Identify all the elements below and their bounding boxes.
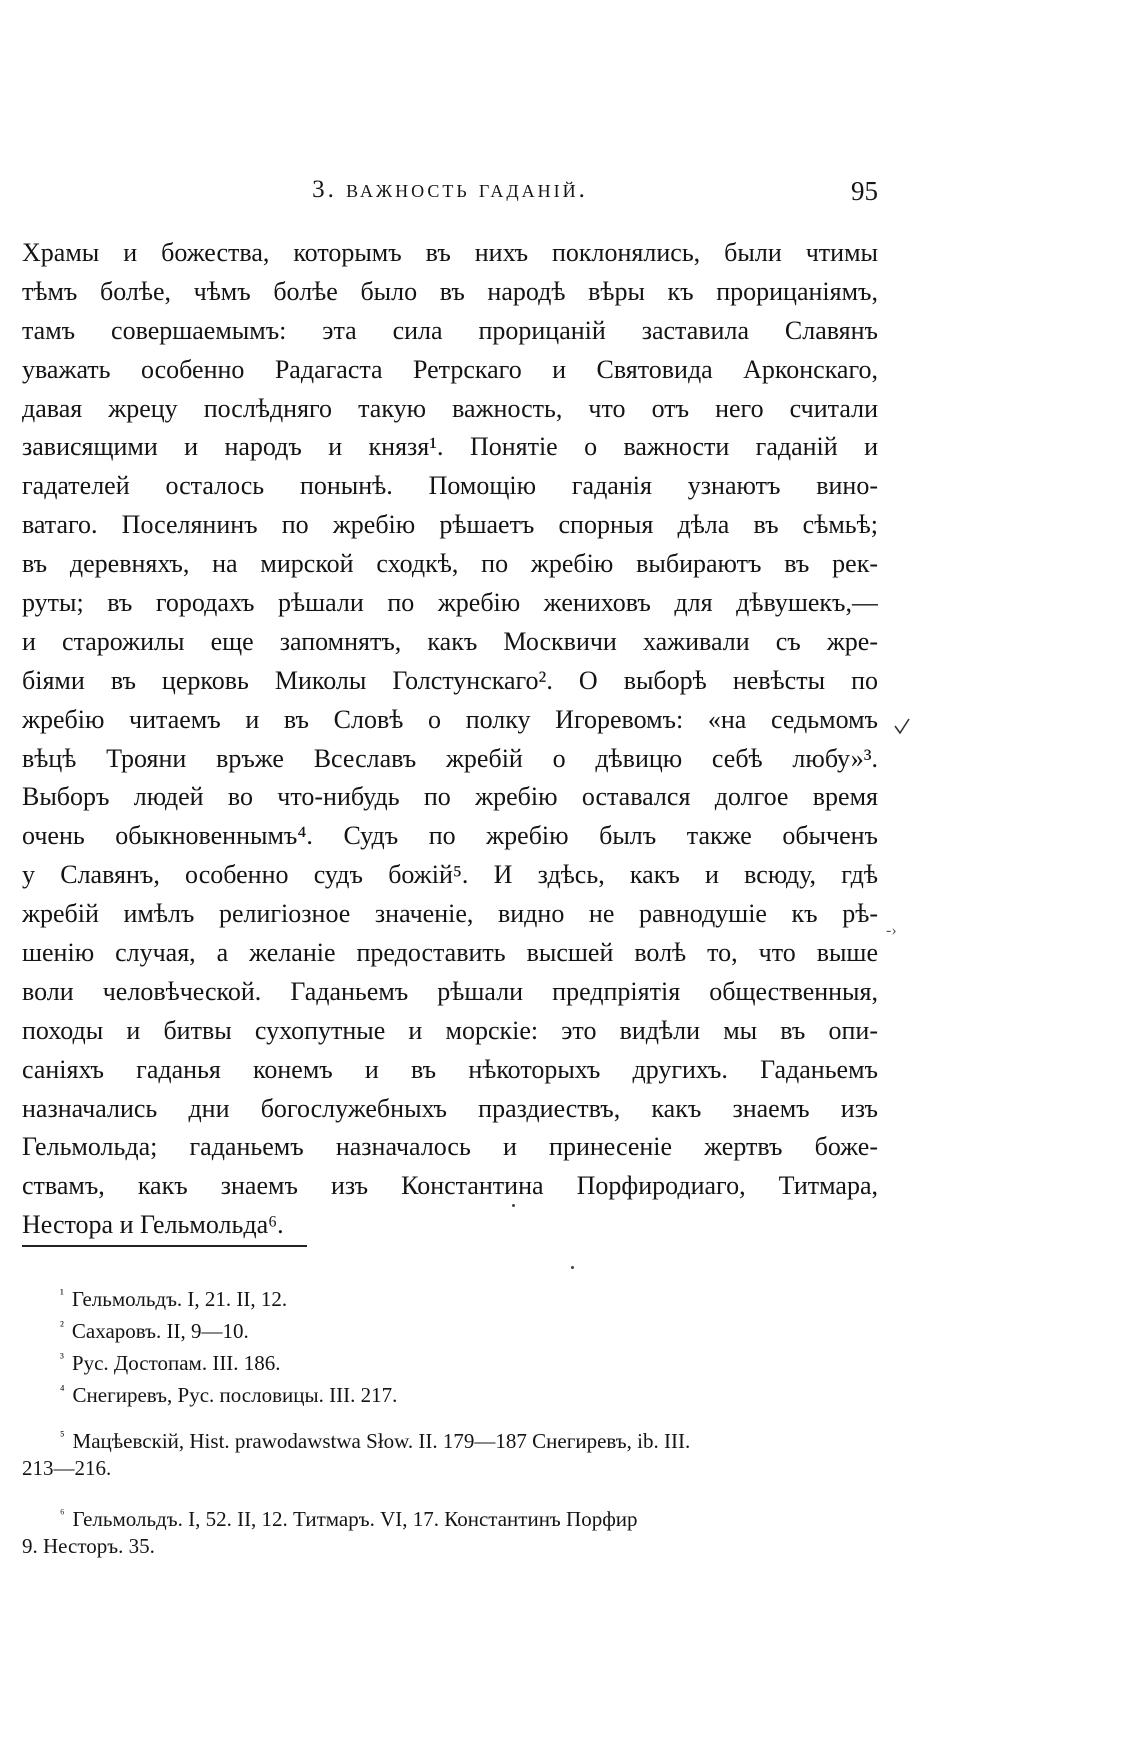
text-line: жребію читаемъ и въ Словѣ о полку Игоревомъ: «на седьмомъ xyxy=(22,704,878,734)
text-line: Гельмольда; гаданьемъ назначалось и принесеніе жертвъ боже- xyxy=(22,1132,878,1162)
text-line: воли человѣческой. Гаданьемъ рѣшали предпріятія общественныя, xyxy=(22,976,878,1006)
footnote xyxy=(22,1498,882,1530)
text-line: біями въ церковь Миколы Голстунскаго². О выборѣ невѣсты по xyxy=(22,665,878,695)
text-line: Выборъ людей во что-нибудь по жребію оставался долгое время xyxy=(22,782,878,812)
text-line: давая жрецу послѣдняго такую важность, что отъ него считали xyxy=(22,393,878,423)
footnote-number: ² xyxy=(60,1318,64,1333)
text-line: назначались дни богослужебныхъ праздиествъ, какъ знаемъ изъ xyxy=(22,1093,878,1123)
page-number: 95 xyxy=(851,176,878,206)
footnotes xyxy=(22,1278,882,1562)
footnote-text: Гельмольдъ. I, 52. II, 12. Титмаръ. VI, 17. Константинъ Порфир xyxy=(72,1507,638,1531)
text-line: походы и битвы сухопутные и морскіе: это видѣли мы въ опи- xyxy=(22,1015,878,1045)
footnote-number: ⁵ xyxy=(60,1428,65,1443)
chapter-title: 3. важность гаданій. xyxy=(312,176,588,203)
footnote-number: ³ xyxy=(60,1350,64,1365)
text-line: руты; въ городахъ рѣшали по жребію жениховъ для дѣвушекъ,— xyxy=(22,588,878,618)
text-line: у Славянъ, особенно судъ божій⁵. И здѣсь, какъ и всюду, гдѣ xyxy=(22,860,878,890)
footnote-rule xyxy=(22,1245,307,1247)
text-line: въ деревняхъ, на мирской сходкѣ, по жребію выбираютъ въ рек- xyxy=(22,549,878,579)
footnote-text: Мацѣевскій, Hist. prawodawstwa Słow. II. 179—187 Снегиревъ, ib. III. xyxy=(72,1429,691,1453)
text-line: очень обыкновеннымъ⁴. Судъ по жребію былъ также обыченъ xyxy=(22,821,878,851)
text-line: тамъ совершаемымъ: эта сила прорицаній заставила Славянъ xyxy=(22,315,878,345)
footnote-text: Гельмольдъ. I, 21. II, 12. xyxy=(71,1287,288,1311)
text-line: жребій имѣлъ религіозное значеніе, видно не равнодушіе къ рѣ- xyxy=(22,899,878,929)
text-line: зависящими и народъ и князя¹. Понятіе о важности гаданій и xyxy=(22,432,878,462)
margin-check-mark xyxy=(893,716,911,738)
footnote xyxy=(22,1342,882,1374)
text-line: Нестора и Гельмольда⁶. xyxy=(22,1210,284,1240)
footnote xyxy=(22,1374,882,1406)
text-line: тѣмъ болѣе, чѣмъ болѣе было въ народѣ вѣры къ прорицаніямъ, xyxy=(22,276,878,306)
text-line: Храмы и божества, которымъ въ нихъ поклонялись, были чтимы xyxy=(22,238,878,267)
footnote-number: ⁶ xyxy=(60,1506,65,1521)
text-line: саніяхъ гаданья конемъ и въ нѣкоторыхъ другихъ. Гаданьемъ xyxy=(22,1054,878,1084)
stray-ink-dot xyxy=(571,1266,574,1269)
footnote-continuation: 213—216. xyxy=(22,1456,112,1480)
footnote xyxy=(22,1310,882,1342)
footnote xyxy=(22,1278,882,1310)
margin-arrow-mark: -› xyxy=(886,922,897,939)
stray-ink-dot xyxy=(512,1204,515,1207)
text-line: ствамъ, какъ знаемъ изъ Константина Порфиродиаго, Титмара, xyxy=(22,1171,878,1201)
footnote-continuation: 9. Несторъ. 35. xyxy=(22,1534,155,1558)
body-text xyxy=(22,234,878,1245)
footnote xyxy=(22,1420,882,1452)
text-line: вѣцѣ Трояни връже Всеславъ жребій о дѣвицю себѣ любу»³. xyxy=(22,743,878,773)
footnote-number: ⁴ xyxy=(60,1382,65,1397)
footnote-number: ¹ xyxy=(60,1286,64,1301)
running-head xyxy=(22,176,878,216)
footnote-text: Снегиревъ, Рус. пословицы. III. 217. xyxy=(72,1383,398,1407)
text-line: ватаго. Поселянинъ по жребію рѣшаетъ спорныя дѣла въ сѣмьѣ; xyxy=(22,510,878,540)
footnote-text: Рус. Достопам. III. 186. xyxy=(71,1351,281,1375)
text-line: шенію случая, а желаніе предоставить высшей волѣ то, что выше xyxy=(22,938,878,968)
text-line: и старожилы еще запомнятъ, какъ Москвичи хаживали съ жре- xyxy=(22,626,878,656)
text-line: уважать особенно Радагаста Ретрскаго и Святовида Арконскаго, xyxy=(22,354,878,384)
text-line: гадателей осталось понынѣ. Помощію гаданія узнаютъ вино- xyxy=(22,471,878,501)
footnote-text: Сахаровъ. II, 9—10. xyxy=(71,1319,249,1343)
